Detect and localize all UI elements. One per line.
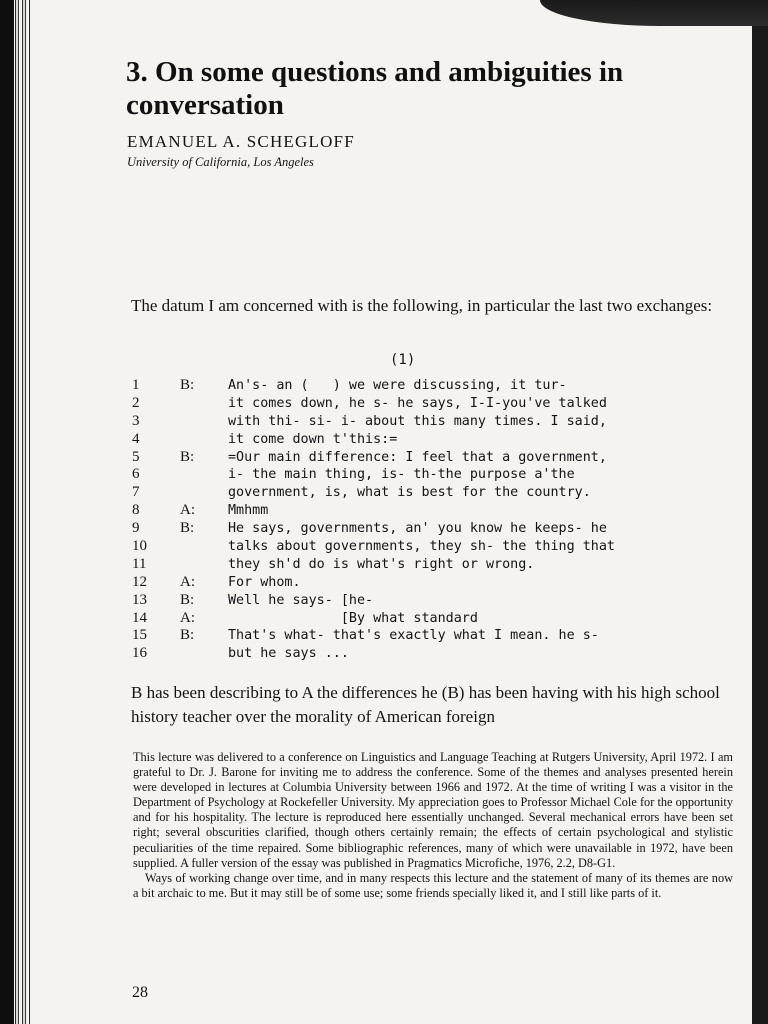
utterance-text: Well he says- [he-: [228, 592, 374, 608]
utterance-text: it comes down, he s- he says, I-I-you've talked: [228, 395, 607, 411]
speaker-label: B:: [180, 377, 195, 393]
transcript-line: [132, 574, 712, 592]
speaker-label: B:: [180, 591, 195, 608]
body-paragraph: B has been describing to A the differences he (B) has been having with his high school history teacher over the morality of American foreign: [131, 683, 720, 726]
line-number: 14: [132, 609, 147, 626]
transcript-line: [132, 395, 712, 413]
page-right-edge: [752, 0, 768, 1024]
utterance-text: [By what standard: [228, 610, 478, 626]
speaker-label: A:: [180, 609, 195, 626]
utterance-text: That's what- that's exactly what I mean. he s-: [228, 628, 599, 644]
line-number: 10: [132, 538, 147, 555]
speaker-label: B:: [180, 520, 195, 537]
utterance-text: He says, governments, an' you know he keeps- he: [228, 521, 607, 537]
utterance-text: with thi- si- i- about this many times. I said,: [228, 413, 607, 429]
transcript-line: [132, 610, 712, 628]
transcript-line: [132, 627, 712, 645]
line-number: 2: [132, 394, 140, 411]
line-number: 13: [132, 591, 147, 608]
transcript-line: [132, 520, 712, 538]
utterance-text: they sh'd do is what's right or wrong.: [228, 556, 535, 572]
transcript: [132, 377, 712, 663]
line-number: 15: [132, 627, 147, 644]
line-number: 11: [132, 555, 147, 572]
line-number: 8: [132, 502, 140, 519]
line-number: 12: [132, 573, 147, 590]
line-number: 4: [132, 430, 140, 447]
utterance-text: government, is, what is best for the country.: [228, 485, 591, 501]
transcript-line: [132, 377, 712, 395]
utterance-text: =Our main difference: I feel that a government,: [228, 449, 607, 465]
footnote: [133, 750, 733, 901]
line-number: 7: [132, 484, 140, 501]
utterance-text: i- the main thing, is- th-the purpose a'the: [228, 467, 575, 483]
utterance-text: An's- an ( ) we were discussing, it tur-: [228, 378, 567, 393]
line-number: 16: [132, 645, 147, 662]
utterance-text: but he says ...: [228, 646, 349, 662]
speaker-label: A:: [180, 573, 195, 590]
speaker-label: B:: [180, 627, 195, 644]
line-number: 3: [132, 412, 140, 429]
chapter-author: EMANUEL A. SCHEGLOFF: [127, 132, 355, 151]
book-spine-shadow: [14, 0, 30, 1024]
example-number: (1): [390, 352, 416, 368]
speaker-label: B:: [180, 448, 195, 465]
speaker-label: A:: [180, 502, 195, 519]
transcript-line: [132, 484, 712, 502]
transcript-line: [132, 431, 712, 449]
book-page: [14, 0, 754, 1024]
transcript-line: [132, 592, 712, 610]
chapter-title: 3. On some questions and ambiguities in conversation: [126, 56, 624, 121]
page-number: 28: [132, 984, 148, 1001]
line-number: 5: [132, 448, 140, 465]
line-number: 6: [132, 466, 140, 483]
utterance-text: it come down t'this:=: [228, 431, 398, 447]
utterance-text: For whom.: [228, 574, 301, 590]
footnote-paragraph-2: Ways of working change over time, and in many respects this lecture and the statement of many of its themes are now a bit archaic to me. But it may still be of some use; some friends specially liked it, and I still like parts of it.: [133, 870, 733, 900]
intro-paragraph: The datum I am concerned with is the following, in particular the last two exchanges:: [131, 296, 713, 315]
transcript-line: [132, 556, 712, 574]
utterance-text: talks about governments, they sh- the thing that: [228, 539, 615, 555]
line-number: 1: [132, 377, 140, 393]
transcript-line: [132, 538, 712, 556]
transcript-line: [132, 449, 712, 467]
transcript-line: [132, 502, 712, 520]
transcript-line: [132, 645, 712, 663]
footnote-paragraph-1: This lecture was delivered to a conference on Linguistics and Language Teaching at Rutgers University, April 1972. I am grateful to Dr. J. Barone for inviting me to address the conference. Some of the themes and analyses presented herein were developed in lectures at Columbia University between 1966 and 1972. At the time of writing I was a visitor in the Department of Psychology at Rockefeller University. My appreciation goes to Professor Michael Cole for the opportunity and for his hospitality. The lecture is reproduced here essentially unchanged. Several mechanical errors have been set right; several obscurities clarified, though others certainly remain; the effects of certain psychological and stylistic peculiarities of the time repaired. Some bibliographic references, many of which were unavailable in 1972, have been supplied. A fuller version of the essay was published in Pragmatics Microfiche, 1976, 2.2, D8-G1.: [133, 750, 733, 870]
transcript-line: [132, 413, 712, 431]
transcript-line: [132, 466, 712, 484]
utterance-text: Mmhmm: [228, 503, 269, 519]
line-number: 9: [132, 520, 140, 537]
author-affiliation: University of California, Los Angeles: [127, 155, 314, 169]
